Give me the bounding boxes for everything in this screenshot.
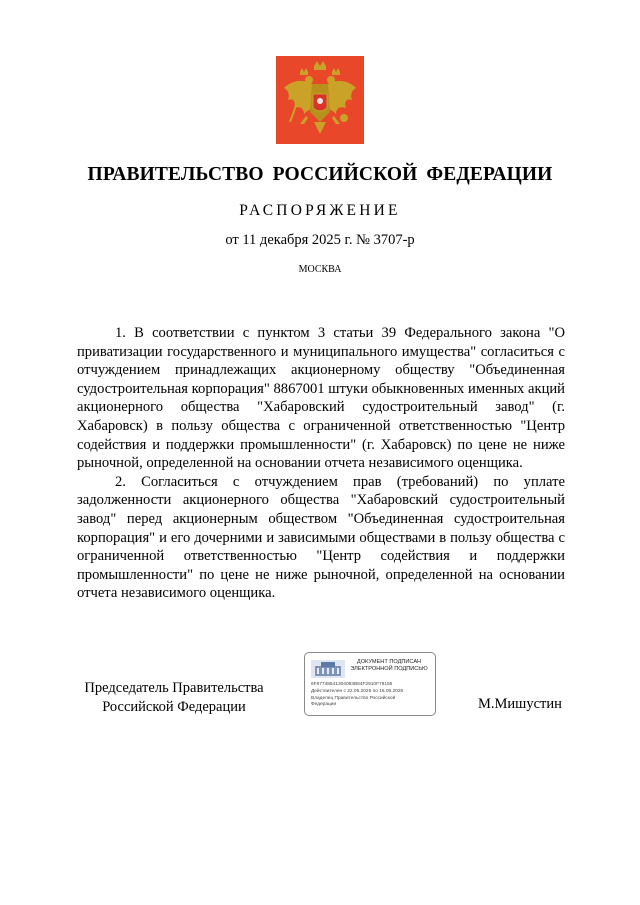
stamp-heading-line-1: ДОКУМЕНТ ПОДПИСАН [356, 659, 422, 665]
government-building-icon [311, 660, 345, 678]
signatory-position [76, 679, 272, 717]
stamp-owner-line-1: Владелец Правительство Российской [311, 696, 396, 701]
document-title: ПРАВИТЕЛЬСТВО РОССИЙСКОЙ ФЕДЕРАЦИИ [87, 164, 553, 185]
document-date-number: от 11 декабря 2025 г. № 3707-р [225, 232, 415, 248]
signatory-position-line-1: Председатель Правительства [84, 680, 264, 696]
coat-of-arms-emblem [276, 56, 364, 144]
stamp-heading-line-2: ЭЛЕКТРОННОЙ ПОДПИСЬЮ [350, 666, 428, 672]
stamp-validity: Действителен с 22.05.2025 по 15.08.2026 [311, 689, 404, 694]
stamp-owner-line-2: Федерации [311, 702, 337, 707]
paragraph-1: 1. В соответствии с пунктом 3 статьи 39 Федерального закона "О приватизации государственного и муниципального имущества" согласиться с отчуждением принадлежащих акционерному обществу "Объединенная судостроительная корпорация" 8867001 штуки обыкновенных именных акций акционерного общества "Хабаровский судостроительный завод" (г. Хабаровск) в пользу общества с ограниченной ответственностью "Центр содействия и поддержки промышленности" (г. Хабаровск) по цене не ниже рыночной, определенной на основании отчета независимого оценщика. [77, 325, 565, 472]
signatory-name: М.Мишустин [478, 696, 562, 712]
paragraph-2: 2. Согласиться с отчуждением прав (требований) по уплате задолженности акционерного общества "Хабаровский судостроительный завод" перед акционерным обществом "Объединенная судостроительная корпорация" и его дочерними и зависимыми обществами в пользу общества с ограниченной ответственностью "Центр содействия и поддержки промышленности" по цене не ниже рыночной, определенной на основании отчета независимого оценщика. [77, 473, 565, 602]
document-city: МОСКВА [298, 264, 342, 275]
stamp-heading [345, 659, 433, 673]
document-body [77, 324, 565, 603]
russian-coat-of-arms-icon [276, 56, 364, 144]
stamp-serial: 6F67748541304083B84F2910F79155 [311, 682, 393, 687]
document-type: РАСПОРЯЖЕНИЕ [239, 202, 401, 219]
signatory-position-line-2: Российской Федерации [102, 699, 246, 715]
electronic-signature-stamp [304, 652, 436, 716]
